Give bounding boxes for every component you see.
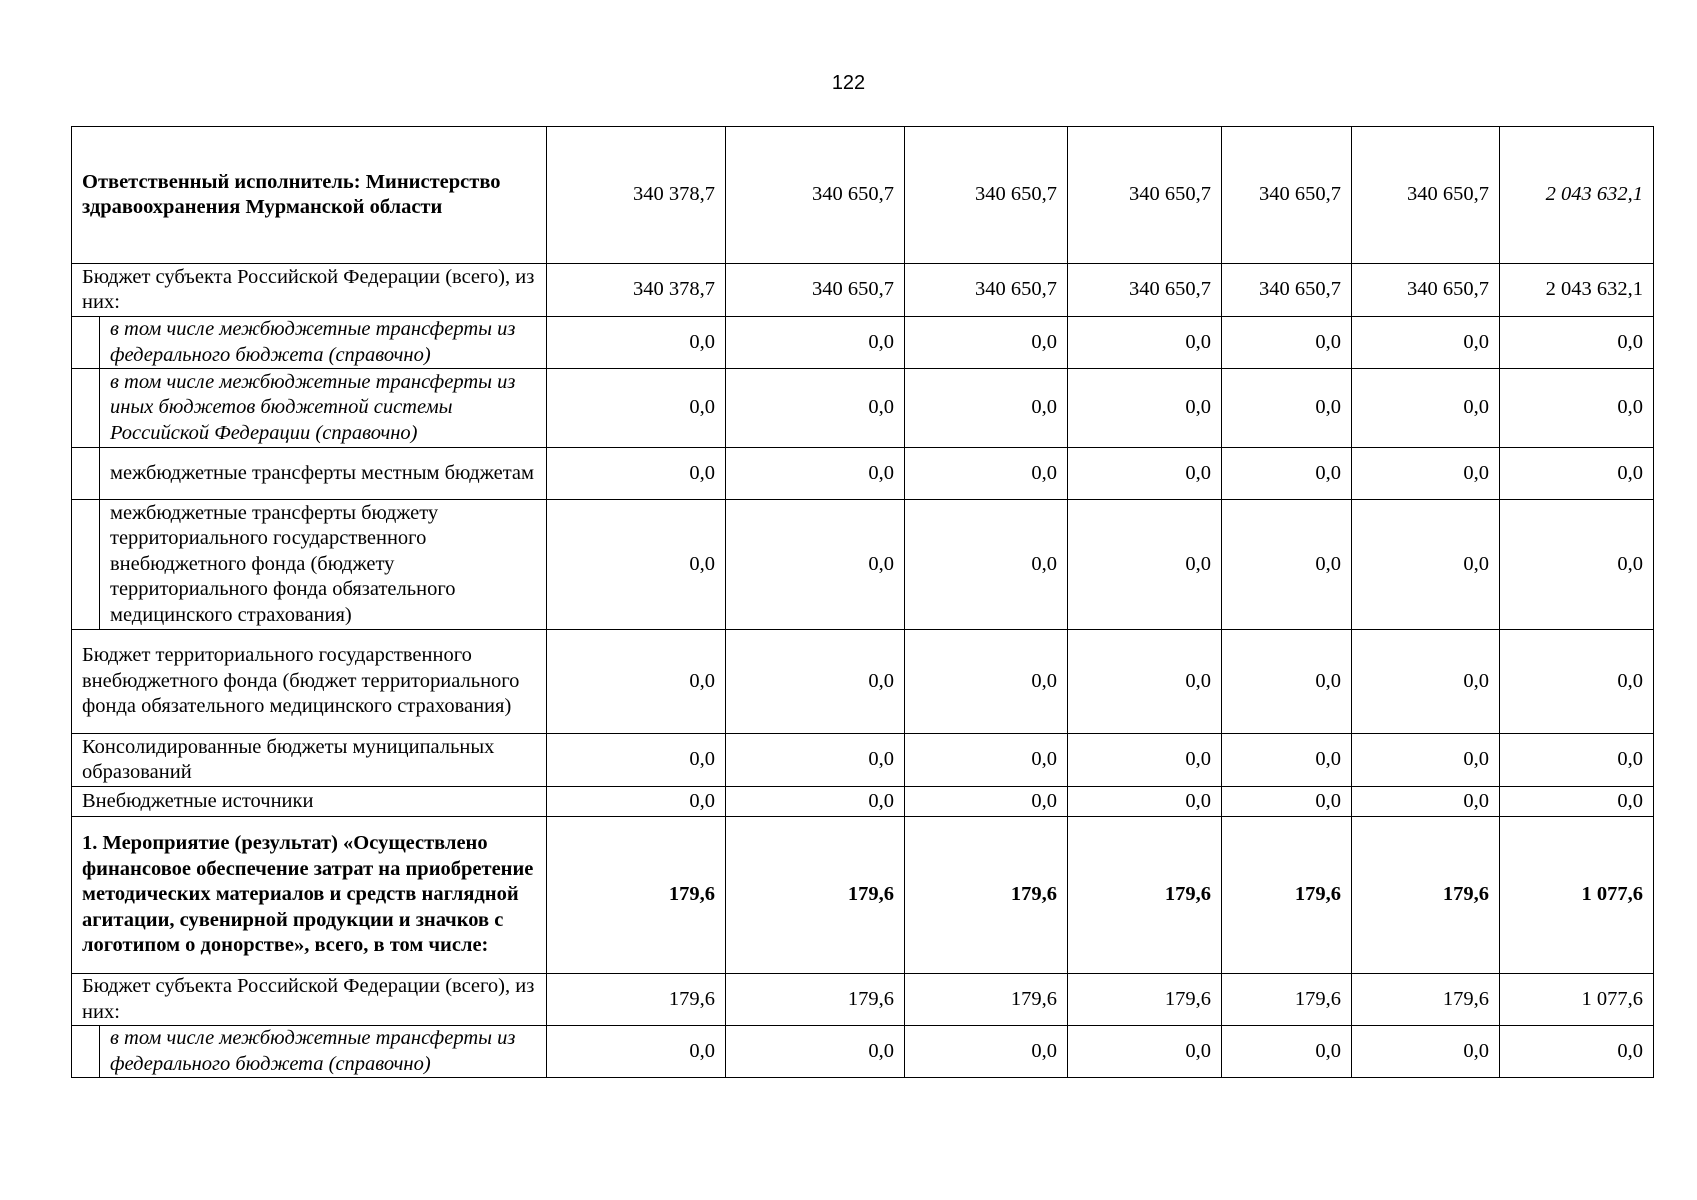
value-cell: 0,0 — [547, 369, 726, 448]
table-row — [72, 1026, 1654, 1078]
row-label: Ответственный исполнитель: Министерство здравоохранения Мурманской области — [72, 127, 547, 264]
indent-spacer — [72, 448, 100, 500]
value-cell: 0,0 — [1068, 734, 1222, 787]
table-row — [72, 974, 1654, 1026]
value-cell: 340 650,7 — [726, 127, 905, 264]
value-cell: 0,0 — [547, 787, 726, 817]
value-cell: 0,0 — [905, 317, 1068, 369]
value-cell: 0,0 — [1068, 630, 1222, 734]
total-cell: 2 043 632,1 — [1500, 264, 1654, 317]
value-cell: 0,0 — [905, 448, 1068, 500]
page-number: 122 — [831, 72, 866, 94]
value-cell: 0,0 — [726, 734, 905, 787]
value-cell: 0,0 — [547, 734, 726, 787]
value-cell: 0,0 — [1068, 1026, 1222, 1078]
value-cell: 179,6 — [547, 817, 726, 974]
total-cell: 2 043 632,1 — [1500, 127, 1654, 264]
value-cell: 0,0 — [1222, 1026, 1352, 1078]
value-cell: 340 650,7 — [1222, 127, 1352, 264]
value-cell: 0,0 — [1352, 1026, 1500, 1078]
value-cell: 0,0 — [1352, 369, 1500, 448]
table-row — [72, 500, 1654, 630]
value-cell: 179,6 — [1352, 817, 1500, 974]
table-row — [72, 787, 1654, 817]
value-cell: 0,0 — [1068, 448, 1222, 500]
value-cell: 340 650,7 — [726, 264, 905, 317]
value-cell: 0,0 — [726, 369, 905, 448]
table-row — [72, 127, 1654, 264]
value-cell: 0,0 — [905, 369, 1068, 448]
value-cell: 0,0 — [547, 1026, 726, 1078]
value-cell: 179,6 — [726, 974, 905, 1026]
value-cell: 0,0 — [1068, 369, 1222, 448]
row-label: Бюджет субъекта Российской Федерации (всего), из них: — [72, 264, 547, 317]
value-cell: 340 650,7 — [1352, 127, 1500, 264]
value-cell: 179,6 — [1222, 974, 1352, 1026]
row-label: в том числе межбюджетные трансферты из федерального бюджета (справочно) — [100, 317, 547, 369]
value-cell: 0,0 — [1352, 734, 1500, 787]
row-label: Консолидированные бюджеты муниципальных образований — [72, 734, 547, 787]
total-cell: 1 077,6 — [1500, 974, 1654, 1026]
total-cell: 0,0 — [1500, 500, 1654, 630]
value-cell: 179,6 — [1068, 817, 1222, 974]
total-cell: 0,0 — [1500, 787, 1654, 817]
value-cell: 0,0 — [905, 1026, 1068, 1078]
value-cell: 0,0 — [726, 787, 905, 817]
value-cell: 0,0 — [1352, 448, 1500, 500]
table-row — [72, 817, 1654, 974]
total-cell: 0,0 — [1500, 1026, 1654, 1078]
row-label: в том числе межбюджетные трансферты из иных бюджетов бюджетной системы Российской Федерации (справочно) — [100, 369, 547, 448]
row-label: Внебюджетные источники — [72, 787, 547, 817]
value-cell: 179,6 — [726, 817, 905, 974]
row-label: 1. Мероприятие (результат) «Осуществлено финансовое обеспечение затрат на приобретение методических материалов и средств наглядной агитации, сувенирной продукции и значков с логотипом о донорстве», всего, в том числе: — [72, 817, 547, 974]
value-cell: 179,6 — [547, 974, 726, 1026]
value-cell: 0,0 — [1352, 787, 1500, 817]
indent-spacer — [72, 317, 100, 369]
value-cell: 0,0 — [1222, 369, 1352, 448]
value-cell: 340 650,7 — [905, 264, 1068, 317]
table-row — [72, 630, 1654, 734]
value-cell: 0,0 — [726, 317, 905, 369]
value-cell: 179,6 — [1222, 817, 1352, 974]
value-cell: 0,0 — [1222, 630, 1352, 734]
value-cell: 0,0 — [905, 500, 1068, 630]
value-cell: 179,6 — [905, 974, 1068, 1026]
value-cell: 0,0 — [726, 448, 905, 500]
total-cell: 0,0 — [1500, 317, 1654, 369]
value-cell: 0,0 — [726, 1026, 905, 1078]
indent-spacer — [72, 369, 100, 448]
value-cell: 0,0 — [1068, 500, 1222, 630]
value-cell: 340 650,7 — [1222, 264, 1352, 317]
value-cell: 0,0 — [1352, 317, 1500, 369]
total-cell: 0,0 — [1500, 630, 1654, 734]
value-cell: 0,0 — [1222, 448, 1352, 500]
value-cell: 0,0 — [1068, 317, 1222, 369]
table-row — [72, 734, 1654, 787]
value-cell: 0,0 — [726, 630, 905, 734]
value-cell: 0,0 — [547, 448, 726, 500]
value-cell: 340 650,7 — [1068, 264, 1222, 317]
value-cell: 0,0 — [726, 500, 905, 630]
table-row — [72, 448, 1654, 500]
value-cell: 340 650,7 — [905, 127, 1068, 264]
value-cell: 0,0 — [1352, 500, 1500, 630]
value-cell: 0,0 — [1352, 630, 1500, 734]
value-cell: 0,0 — [1222, 317, 1352, 369]
indent-spacer — [72, 1026, 100, 1078]
value-cell: 179,6 — [1352, 974, 1500, 1026]
table-row — [72, 264, 1654, 317]
budget-table — [71, 126, 1654, 1078]
row-label: межбюджетные трансферты бюджету территориального государственного внебюджетного фонда (бюджету территориального фонда обязательного медицинского страхования) — [100, 500, 547, 630]
row-label: межбюджетные трансферты местным бюджетам — [100, 448, 547, 500]
table-row — [72, 317, 1654, 369]
value-cell: 340 650,7 — [1068, 127, 1222, 264]
value-cell: 340 378,7 — [547, 264, 726, 317]
total-cell: 1 077,6 — [1500, 817, 1654, 974]
total-cell: 0,0 — [1500, 369, 1654, 448]
value-cell: 340 378,7 — [547, 127, 726, 264]
value-cell: 179,6 — [905, 817, 1068, 974]
value-cell: 0,0 — [1222, 734, 1352, 787]
total-cell: 0,0 — [1500, 734, 1654, 787]
indent-spacer — [72, 500, 100, 630]
value-cell: 0,0 — [1222, 500, 1352, 630]
value-cell: 0,0 — [1068, 787, 1222, 817]
value-cell: 0,0 — [905, 734, 1068, 787]
value-cell: 340 650,7 — [1352, 264, 1500, 317]
table-row — [72, 369, 1654, 448]
row-label: Бюджет субъекта Российской Федерации (всего), из них: — [72, 974, 547, 1026]
row-label: в том числе межбюджетные трансферты из федерального бюджета (справочно) — [100, 1026, 547, 1078]
row-label: Бюджет территориального государственного внебюджетного фонда (бюджет территориального фонда обязательного медицинского страхования) — [72, 630, 547, 734]
value-cell: 179,6 — [1068, 974, 1222, 1026]
value-cell: 0,0 — [1222, 787, 1352, 817]
value-cell: 0,0 — [547, 317, 726, 369]
value-cell: 0,0 — [547, 630, 726, 734]
total-cell: 0,0 — [1500, 448, 1654, 500]
value-cell: 0,0 — [547, 500, 726, 630]
value-cell: 0,0 — [905, 630, 1068, 734]
value-cell: 0,0 — [905, 787, 1068, 817]
